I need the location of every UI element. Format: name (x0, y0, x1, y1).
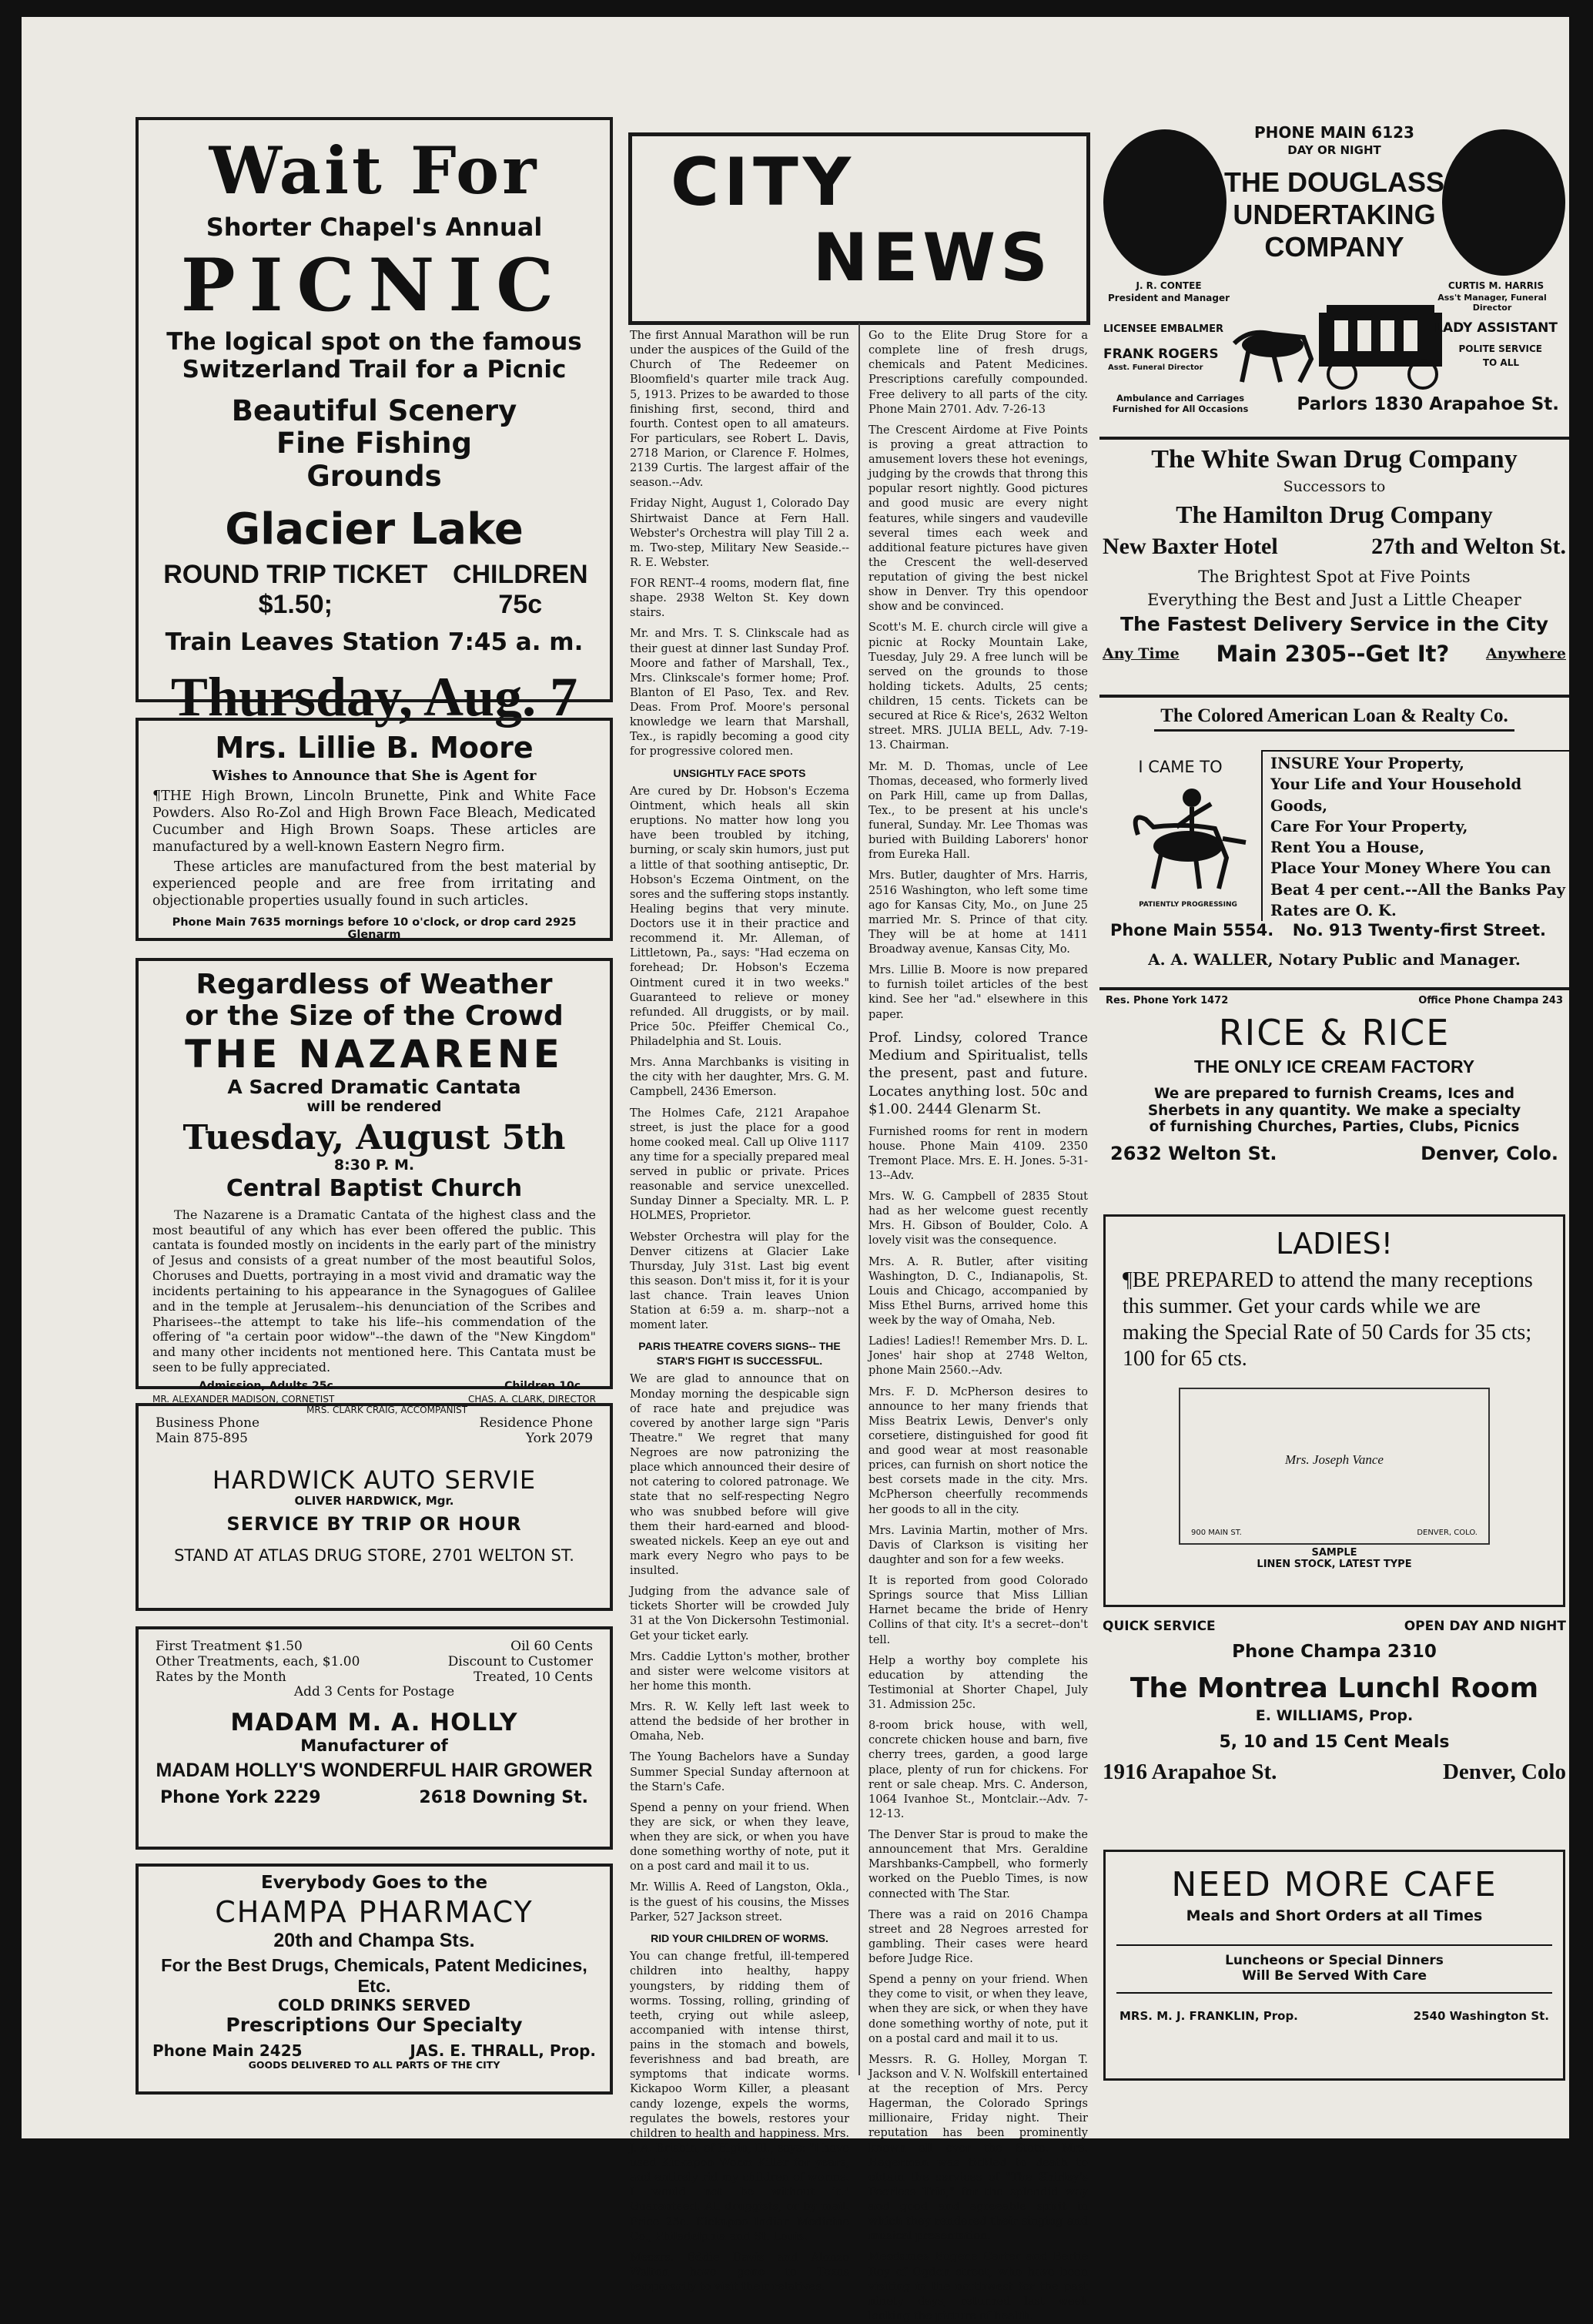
news-text: It is reported from good Colorado Springs source that Miss Lillian Harnet became the bride of Henry Collins of that city. It's a secret--don't tell. (868, 1575, 1088, 1646)
rice-res-phone: Res. Phone York 1472 (1106, 995, 1229, 1006)
open-day-night: OPEN DAY AND NIGHT (1404, 1619, 1566, 1634)
moore-subtitle: Wishes to Announce that She is Agent for (212, 767, 537, 784)
news-item (868, 621, 1088, 753)
news-text: Mesdames Eugene Carter and Bertie Roy of Ogden street, who have been visiting in the northwest for the past ninety days, returned last week looking the picture of health. (868, 2251, 1088, 2322)
whiteswan-location-row (1099, 534, 1569, 560)
moore-phone: Phone Main 7635 mornings before 10 o'clock, or drop card 2925 Glenarm (172, 916, 577, 942)
montrea-meals: 5, 10 and 15 Cent Meals (1219, 1732, 1450, 1752)
nazarene-ad (136, 958, 613, 1415)
news-text: The Denver Star is proud to make the announcement that Mrs. Geraldine Marshbanks-Campbell, who formerly worked on the Pueblo Times, is now connected with The Star. (868, 1829, 1088, 1900)
rice-body-1: We are prepared to furnish Creams, Ices and (1153, 1086, 1515, 1103)
ladies-body: ¶BE PREPARED to attend the many receptions this summer. Get your cards while we are making the Special Rate of 50 Cards for 35 cts; 100 for 65 cts. (1123, 1267, 1533, 1371)
admission-adults: Admission, Adults 25c (199, 1379, 333, 1392)
needmore-line-1: Luncheons or Special Dinners (1225, 1953, 1444, 1969)
news-text: Mr. Willis A. Reed of Langston, Okla., is the guest of his cousins, the Misses Parker, 527 Jackson street. (630, 1881, 849, 1924)
news-text: Mrs. W. G. Campbell of 2835 Stout had as her welcome guest recently Mrs. H. Gibson of Boulder, Colo. A lovely visit was the consequence. (868, 1190, 1088, 1247)
champa-phone: Phone Main 2425 (152, 2041, 303, 2060)
hardwick-ad (136, 1403, 613, 1611)
ticket-row (139, 555, 610, 620)
news-item (868, 1908, 1088, 1967)
news-item (630, 1107, 849, 1224)
news-text: Ladies! Ladies!! Remember Mrs. D. L. Jones' hair shop at 2748 Welton, phone Main 2560.--Adv. (868, 1335, 1088, 1378)
loan-phone: Phone Main 5554. (1110, 921, 1274, 939)
montrea-phone: Phone Champa 2310 (1232, 1642, 1437, 1662)
news-item (630, 2251, 849, 2295)
news-item (630, 1801, 849, 1875)
news-text: Friday Night, August 1, Colorado Day Shirtwaist Dance at Fern Hall. Webster's Orchestra will play Till 2 a. m. Two-step, Military New Seaside.--R. E. Webster. (630, 497, 849, 569)
rice-body-3: of furnishing Churches, Parties, Clubs, Picnics (1149, 1118, 1520, 1135)
news-text: Spend a penny on your friend. When they are sick, or when they leave, when they are sick, or when you have done something worthy of note, put it on a post card and mail it to us. (630, 1801, 849, 1874)
news-item (868, 869, 1088, 957)
frank-title: Asst. Funeral Director (1108, 363, 1203, 372)
oil-price: Oil 60 Cents (510, 1639, 593, 1654)
ladies-ad (1103, 1214, 1565, 1607)
news-item (630, 1880, 849, 1924)
nazarene-place: Central Baptist Church (226, 1175, 523, 1203)
business-phone-label: Business Phone (156, 1415, 260, 1431)
linen-stock: LINEN STOCK, LATEST TYPE (1257, 1559, 1412, 1571)
shorter-chapel-line: Shorter Chapel's Annual (206, 212, 543, 242)
cantata-subtitle: A Sacred Dramatic Cantata (227, 1076, 521, 1099)
residence-phone-label: Residence Phone (479, 1415, 593, 1431)
douglass-ad (1103, 119, 1565, 434)
champa-address: 20th and Champa Sts. (273, 1930, 475, 1952)
holly-rates-row-2 (156, 1654, 593, 1669)
fastest-delivery: The Fastest Delivery Service in the City (1119, 613, 1549, 636)
needmore-prop: MRS. M. J. FRANKLIN, Prop. (1119, 2008, 1298, 2023)
news-item (630, 1339, 849, 1579)
holly-rates-row-1 (156, 1639, 593, 1654)
whiteswan-phone-row (1099, 641, 1569, 667)
news-text: Furnished rooms for rent in modern house. Phone Main 4109. 2350 Tremont Place. Mrs. E. H. Jones. 5-31-13--Adv. (868, 1125, 1088, 1182)
logical-spot-line: The logical spot on the famous (166, 328, 582, 357)
news-column-divider (858, 323, 860, 2075)
patiently-progressing: PATIENTLY PROGRESSING (1139, 901, 1237, 909)
donkey-rider-illustration (1123, 781, 1253, 896)
news-item (630, 1231, 849, 1334)
loan-insure: INSURE Your Property, (1270, 755, 1464, 772)
wait-for-heading: Wait For (209, 132, 540, 209)
whiteswan-address: 27th and Welton St. (1371, 533, 1566, 559)
montrea-city: Denver, Colo (1442, 1759, 1566, 1784)
credit-cornetist: MR. ALEXANDER MADISON, CORNETIST (152, 1393, 335, 1405)
nazarene-time: 8:30 P. M. (333, 1157, 415, 1174)
news-column-right (868, 329, 1088, 2322)
credit-accompanist: MRS. CLARK CRAIG, ACCOMPANIST (306, 1404, 468, 1415)
news-headline: RID YOUR CHILDREN OF WORMS. (651, 1931, 828, 1944)
news-text: Mrs. Anna Marchbanks is visiting in the city with her daughter, Mrs. G. M. Campbell, 2436 Emerson. (630, 1057, 849, 1099)
news-item (868, 963, 1088, 1023)
montrea-prop: E. WILLIAMS, Prop. (1255, 1706, 1414, 1724)
rice-title: RICE & RICE (1218, 1012, 1451, 1053)
whiteswan-phone: Main 2305--Get It? (1216, 640, 1450, 667)
first-treatment: First Treatment $1.50 (156, 1639, 303, 1654)
train-time: Train Leaves Station 7:45 a. m. (165, 628, 584, 656)
loan-rates: Rates are O. K. (1270, 902, 1397, 920)
business-phone-number: Main 875-895 (156, 1431, 248, 1446)
news-text: Mrs. A. R. Butler, after visiting Washington, D. C., Indianapolis, St. Louis and Chicago, accompanied by Miss Ethel Burns, arrived home this week by the way of Omaha, Neb. (868, 1255, 1088, 1328)
news-text: Mrs. Butler, daughter of Mrs. Harris, 2516 Washington, who left some time ago for Kansas City, Mo., on June 25 married Mr. S. Prince of that city. They will be at home at 1411 Broadway avenue, Kansas City, Mo. (868, 869, 1088, 956)
news-item (868, 1190, 1088, 1249)
news-text: Mrs. Lavinia Martin, mother of Mrs. Davis of Clarkson is visiting her daughter and son for a few weeks. (868, 1524, 1088, 1566)
needmore-title: NEED MORE CAFE (1171, 1865, 1498, 1904)
picnic-heading: PICNIC (180, 243, 568, 329)
news-column-left (630, 329, 850, 2293)
montrea-top-row (1099, 1619, 1569, 1634)
douglass-phone: PHONE MAIN 6123 (1254, 123, 1414, 142)
news-text: Are cured by Dr. Hobson's Eczema Ointment, which heals all skin eruptions. No matter how long you have been troubled by itching, burning, or scaly skin humors, just put a little of that soothing antiseptic, Dr. Hobson's Eczema Ointment, on the sores and the suffering stops instantly. Healing begins that very minute. Doctors use it in their practice and recommend it. Mr. Alleman, of Littletown, Pa., says: "Had eczema on forehead; Dr. Hobson's Eczema Ointment cured it in two weeks." Guaranteed to relieve or money refunded. All druggists, or by mail. Price 50c. Pfeiffer Chemical Co., Philadelphia and St. Louis. (630, 785, 850, 1049)
rates-by-month: Rates by the Month (156, 1669, 286, 1685)
holly-manufacturer: Manufacturer of (300, 1736, 448, 1756)
champa-contact (152, 2041, 596, 2060)
picnic-ad (136, 117, 613, 728)
loan-title: The Colored American Loan & Realty Co. (1154, 704, 1514, 732)
news-item (868, 760, 1088, 863)
other-treatments: Other Treatments, each, $1.00 (156, 1654, 360, 1669)
news-item (868, 1973, 1088, 2047)
rice-subtitle: THE ONLY ICE CREAM FACTORY (1193, 1056, 1475, 1077)
needmore-footer (1116, 2009, 1552, 2023)
loan-beat-percent: Beat 4 per cent.--All the Banks Pay (1270, 880, 1566, 899)
divider-2 (1099, 695, 1569, 698)
loan-care: Care For Your Property, (1270, 817, 1468, 836)
children-price: CHILDREN 75c (452, 559, 588, 619)
divider-3 (1099, 987, 1569, 990)
loan-address: No. 913 Twenty-first Street. (1292, 921, 1546, 939)
moore-ad (136, 718, 613, 941)
sample-label: SAMPLE (1311, 1547, 1357, 1559)
news-text: Mrs. Lillie B. Moore is now prepared to furnish toilet articles of the best kind. See her "ad." elsewhere in this paper. (868, 964, 1088, 1021)
news-text: The Young Bachelors have a Sunday Summer Special Sunday afternoon at the Starn's Cafe. (630, 1751, 849, 1793)
news-text: You can change fretful, ill-tempered children into healthy, happy youngsters, by ridding them of worms. Tossing, rolling, grinding of teeth, crying out while asleep, accompanied with intense thirst, pains in the stomach and bowels, feverishness and bad breath, are symptoms that indicate worms. Kickapoo Worm Killer, a pleasant candy lozenge, expels the worms, regulates the bowels, restores your children to health and happiness. Mrs. J. A. Brisbin, of Elgin, Ill., says: "I have used Kickapoo Worm Killer for years, and entirely rid my children of worms. I would not be without it." Guaranteed. All druggists, or by mail. Price 25c. Kickapoo Indian Medicine Co., Philadelphia and St. Louis. (630, 1951, 849, 2243)
news-item (630, 1750, 849, 1794)
news-text: The first Annual Marathon will be run under the auspices of the Guild of the Church of The Redeemer on Bloomfield's quarter mile track Aug. 5, 1913. Prizes to be awarded to those finishing first, second, third and fourth. Contest open to all amateurs. For particulars, see Robert L. Davis, 2718 Marion, or Clarence F. Holmes, 2139 Curtis. The largest affair of the season.--Adv. (630, 330, 849, 490)
holly-rates-row-3 (156, 1669, 593, 1685)
news-item (868, 424, 1088, 615)
beautiful-scenery: Beautiful Scenery (231, 393, 517, 427)
anywhere: Anywhere (1486, 645, 1566, 662)
card-address: 900 MAIN ST. (1191, 1529, 1242, 1538)
prescriptions: Prescriptions Our Specialty (226, 2013, 523, 2036)
portrait-left (1103, 129, 1227, 276)
news-text: Prof. Lindsy, colored Trance Medium and Spiritualist, tells the present, past and future. Locates anything lost. 50c and $1.00. 2444 Glenarm St. (868, 1029, 1088, 1118)
news-item (630, 577, 849, 621)
everything-best: Everything the Best and Just a Little Cheaper (1147, 590, 1521, 609)
city-title: CITY (671, 144, 856, 221)
loan-waller: A. A. WALLER, Notary Public and Manager. (1148, 950, 1521, 969)
douglass-title-3: COMPANY (1264, 231, 1404, 263)
loan-rent: Rent You a House, (1270, 839, 1424, 857)
news-text: Mr. and Mrs. T. S. Clinkscale had as their guest at dinner last Sunday Prof. Moore and father of Marshall, Tex., Mrs. Clinkscale's former home; Prof. Blanton of El Paso, Tex. and Rev. Deas. From Prof. Moore's personal knowledge we learn that Marshall, Tex., is rapidly becoming a good city for progressive colored men. (630, 628, 849, 758)
montrea-address-row (1099, 1760, 1569, 1785)
ladies-title: LADIES! (1276, 1227, 1393, 1261)
douglass-day-night: DAY OR NIGHT (1287, 143, 1381, 157)
any-time: Any Time (1103, 645, 1180, 662)
holly-product: MADAM HOLLY'S WONDERFUL HAIR GROWER (156, 1760, 593, 1782)
contee-name: J. R. CONTEE (1136, 280, 1202, 291)
brightest-spot: The Brightest Spot at Five Points (1198, 567, 1471, 586)
needmore-subtitle: Meals and Short Orders at all Times (1186, 1907, 1483, 1924)
moore-name: Mrs. Lillie B. Moore (215, 731, 534, 765)
news-text: Webster Orchestra will play for the Denver citizens at Glacier Lake Thursday, July 31st. Last big event this season. Don't miss it, for it is your last chance. Train leaves Union Station at 6:59 a. m. sharp--not a moment later. (630, 1231, 849, 1332)
whiteswan-ad (1099, 444, 1569, 695)
needmore-rule-2 (1116, 1992, 1552, 1994)
hardwick-title: HARDWICK AUTO SERVIE (212, 1465, 537, 1495)
news-text: Messrs. Eddie Davis and Alonzo Walton have gone to Texas temporarily to visit their relatives. (630, 2251, 849, 2293)
news-text: Judging from the advance sale of tickets Shorter will be crowded July 31 at the Von Dickersohn Testimonial. Get your ticket early. (630, 1586, 849, 1643)
city-news-banner (628, 132, 1090, 325)
news-text: Help a worthy boy complete his education by attending the Testimonial at Shorter Chapel, July 31. Admission 25c. (868, 1654, 1088, 1712)
card-name: Mrs. Joseph Vance (1285, 1452, 1384, 1468)
polite-service: POLITE SERVICE (1458, 343, 1542, 354)
news-item (868, 1255, 1088, 1329)
portrait-right (1442, 129, 1565, 276)
fine-fishing: Fine Fishing (276, 427, 473, 460)
news-text: There was a raid on 2016 Champa street and 28 Negroes arrested for gambling. Their cases were heard before Judge Rice. (868, 1908, 1088, 1966)
nazarene-body: The Nazarene is a Dramatic Cantata of the highest class and the most beautiful of any which has ever been offered the public. This cantata is founded mostly on incidents in the early part of the ministry of Jesus and consists of a great number of the most beautiful Solos, Choruses and Duetts, portraying in a most vivid and dramatic way the incidents pertaining to his appearance in the Synagogues of Galilee and in the temple at Jerusalem--his denunciation of the Scribes and Pharisees--the attempt to take his life--his commendation of the offering of "a certain poor widow"--the dawn of the "New Kingdom" and many other incidents not mentioned here. This Cantata must be seen to be fully appreciated. (152, 1207, 596, 1375)
will-be-rendered: will be rendered (306, 1098, 442, 1116)
switzerland-trail-line: Switzerland Trail for a Picnic (182, 356, 567, 384)
whiteswan-title: The White Swan Drug Company (1151, 445, 1518, 474)
harris-title: Ass't Manager, Funeral Director (1437, 293, 1547, 313)
divider-1 (1099, 437, 1569, 440)
news-headline: PARIS THEATRE COVERS SIGNS-- THE STAR'S FIGHT IS SUCCESSFUL. (638, 1340, 841, 1367)
loan-place-money: Place Your Money Where You can (1270, 859, 1551, 878)
montrea-title: The Montrea Lunchl Room (1129, 1673, 1539, 1705)
news-text: FOR RENT--4 rooms, modern flat, fine shape. 2938 Welton St. Key down stairs. (630, 578, 849, 620)
douglass-title-1: THE DOUGLASS (1223, 166, 1444, 198)
news-headline: UNSIGHTLY FACE SPOTS (673, 766, 806, 779)
hamilton-name: The Hamilton Drug Company (1176, 500, 1493, 528)
news-item (630, 1700, 849, 1744)
ambulance-line-2: Furnished for All Occasions (1112, 404, 1249, 414)
credit-director: CHAS. A. CLARK, DIRECTOR (467, 1393, 596, 1405)
news-text: The Crescent Airdome at Five Points is proving a great attraction to amusement lovers these hot evenings, judging by the crowds that throng this popular resort nightly. Good pictures and good music are every night features, while singers and vaudeville several times each week and additional feature pictures have given the Crescent the well-deserved reputation of giving the best nickel show in Denver. Try this opendoor show and be convinced. (868, 424, 1088, 614)
admission-children: Children 10c (504, 1379, 581, 1392)
news-item (868, 2053, 1088, 2245)
champa-prop: JAS. E. THRALL, Prop. (410, 2041, 596, 2060)
residence-phone-number: York 2079 (525, 1431, 593, 1446)
news-item (868, 1125, 1088, 1184)
round-trip-ticket: ROUND TRIP TICKET $1.50; (163, 559, 428, 619)
news-item (630, 627, 849, 759)
news-title: NEWS (812, 219, 1053, 296)
loan-ad (1099, 704, 1569, 1004)
hardwick-stand: STAND AT ATLAS DRUG STORE, 2701 WELTON ST. (174, 1545, 574, 1565)
news-text: Mr. M. D. Thomas, uncle of Lee Thomas, deceased, who formerly lived on Park Hill, came up from Dallas, Tex., to be present at his uncle's funeral, Sunday. Mr. Lee Thomas was buried with Building Laborers' honor from Eureka Hall. (868, 760, 1088, 862)
needmore-ad (1103, 1850, 1565, 2081)
holly-contact (156, 1788, 593, 1807)
loan-services (1261, 750, 1571, 921)
nazarene-date: Tuesday, August 5th (182, 1117, 566, 1157)
champa-footer: GOODS DELIVERED TO ALL PARTS OF THE CITY (248, 2058, 500, 2071)
news-item (630, 1931, 849, 2245)
holly-address: 2618 Downing St. (419, 1788, 588, 1808)
nazarene-title: THE NAZARENE (185, 1031, 564, 1077)
discount: Discount to Customer (447, 1654, 593, 1669)
news-item (868, 1828, 1088, 1902)
quick-service: QUICK SERVICE (1103, 1619, 1216, 1634)
news-item (868, 1385, 1088, 1518)
harris-name: CURTIS M. HARRIS (1447, 280, 1544, 291)
frank-rogers: FRANK ROGERS (1103, 347, 1219, 362)
best-drugs-line: For the Best Drugs, Chemicals, Patent Medicines, Etc. (161, 1954, 587, 1996)
rice-city: Denver, Colo. (1421, 1143, 1558, 1165)
douglass-title-2: UNDERTAKING (1233, 199, 1436, 230)
news-text: Mrs. R. W. Kelly left last week to attend the bedside of her brother in Omaha, Neb. (630, 1701, 849, 1743)
successors-to: Successors to (1283, 478, 1386, 496)
champa-ad (136, 1864, 613, 2095)
rice-phones (1099, 995, 1569, 1006)
size-of-crowd-line: or the Size of the Crowd (185, 1000, 564, 1033)
news-text: Spend a penny on your friend. When they come to visit, or when they leave, when they are sick, or when they have done something worthy of note, put it on a postal card and mail it to us. (868, 1974, 1088, 2045)
champa-name: CHAMPA PHARMACY (215, 1895, 534, 1930)
holly-ad (136, 1626, 613, 1850)
news-item (630, 1056, 849, 1100)
rice-office-phone: Office Phone Champa 243 (1418, 995, 1563, 1006)
news-item (630, 766, 849, 1050)
moore-body-2: These articles are manufactured from the best material by experienced people and are free from irritating and objectionable properties usually found in such articles. (152, 859, 596, 909)
holly-name: MADAM M. A. HOLLY (230, 1708, 518, 1736)
rice-address-row (1099, 1143, 1569, 1164)
grounds: Grounds (306, 459, 442, 493)
cold-drinks: COLD DRINKS SERVED (277, 1995, 471, 2014)
news-text: The Holmes Cafe, 2121 Arapahoe street, is just the place for a good home cooked meal. Call up Olive 1117 any time for a specially prepared meal served in public or private. Prices reasonable and service unexcelled. Sunday Dinner a Specialty. MR. L. P. HOLMES, Proprietor. (630, 1107, 849, 1223)
montrea-address: 1916 Arapahoe St. (1103, 1759, 1277, 1784)
treated-price: Treated, 10 Cents (474, 1669, 593, 1685)
i-came-to: I CAME TO (1138, 758, 1223, 776)
hearse-carriage-illustration (1227, 297, 1450, 390)
news-item (868, 329, 1088, 417)
douglass-parlors: Parlors 1830 Arapahoe St. (1297, 394, 1559, 414)
news-text: 8-room brick house, with well, concrete chicken house and barn, five cherry trees, garden, a good large place, plenty of run for chickens. For rent or sale cheap. Mrs. C. Anderson, 1064 Ivanhoe St., Montclair.--Adv. 7-12-13. (868, 1720, 1088, 1820)
news-item (868, 1334, 1088, 1378)
moore-body-1: ¶THE High Brown, Lincoln Brunette, Pink and White Face Powders. Also Ro-Zol and High Brown Face Bleach, Medicated Cucumber and High Brown Soaps. These articles are manufactured by a well-known Eastern Negro firm. (152, 789, 596, 855)
news-item (868, 1574, 1088, 1648)
montrea-ad (1099, 1619, 1569, 1819)
picnic-date: Thursday, Aug. 7 (170, 666, 578, 728)
news-item (630, 1650, 849, 1694)
phone-numbers (156, 1431, 593, 1446)
rice-ad (1099, 995, 1569, 1199)
news-item (868, 1719, 1088, 1822)
hardwick-service: SERVICE BY TRIP OR HOUR (226, 1513, 522, 1535)
news-text: Messrs. R. G. Holley, Morgan T. Jackson and V. N. Wolfskill entertained at the reception of Mrs. Percy Hagerman, the Colorado Springs millionaire, Friday night. Their reputation has been prominently known all over the State. Mrs. Hagerman was tickled to death to obtain the services of "The Shirley's Peerless Trio," for the splendid way and good and agreeable spirit in which they rendered their singing and musical presentation. (868, 2053, 1088, 2243)
phone-labels (156, 1415, 593, 1431)
news-text: We are glad to announce that on Monday morning the despicable sign of race hate and prejudice was covered by another large sign "Paris Theatre." We regret that many Negroes are now patronizing the place which announced their desire of not catering to colored patronage. We state that no self-respecting Negro who was snubbed before will give them their hard-earned and blood-sweated nickels. Keep an eye out and mark every Negro who pays to be insulted. (630, 1373, 849, 1578)
rice-body-2: Sherbets in any quantity. We make a specialty (1147, 1102, 1521, 1119)
news-text: Go to the Elite Drug Store for a complete line of fresh drugs, chemicals and Patent Medicines. Prescriptions carefully compounded. Free delivery to all parts of the city. Phone Main 2701. Adv. 7-26-13 (868, 330, 1088, 416)
loan-life: Your Life and Your Household Goods, (1270, 775, 1522, 815)
contee-title: President and Manager (1107, 293, 1230, 303)
licensed-embalmer: LICENSEE EMBALMER (1103, 323, 1223, 335)
news-item (868, 1029, 1088, 1119)
news-item (630, 1585, 849, 1644)
glacier-lake-heading: Glacier Lake (225, 504, 524, 555)
needmore-rule (1116, 1944, 1552, 1946)
needmore-line-2: Will Be Served With Care (1241, 1967, 1427, 1984)
newspaper-page (22, 17, 1569, 2322)
holly-phone: Phone York 2229 (160, 1788, 321, 1808)
news-item (630, 497, 849, 571)
card-city: DENVER, COLO. (1417, 1529, 1478, 1538)
to-all: TO ALL (1482, 357, 1519, 368)
rice-address: 2632 Welton St. (1110, 1143, 1277, 1165)
sample-card (1179, 1388, 1490, 1545)
postage: Add 3 Cents for Postage (293, 1684, 455, 1699)
news-text: Scott's M. E. church circle will give a picnic at Rocky Mountain Lake, Tuesday, July 29. A free lunch will be served on the grounds to those holding tickets. Adults, 25 cents; children, 15 cents. Tickets can be secured at Rice & Rice's, 2632 Welton street. MRS. JULIA BELL, Adv. 7-19-13. Chairman. (868, 621, 1088, 752)
news-item (868, 2250, 1088, 2324)
news-text: Mrs. F. D. McPherson desires to announce to her many friends that Miss Beatrix Lewis, Denver's only corsetiere, distinguished for good fit and good wear at most reasonable prices, can furnish on short notice the best corsets made in the city. Mrs. McPherson cheerfully recommends her goods to all in the city. (868, 1385, 1088, 1516)
news-item (868, 1654, 1088, 1713)
news-text: Mrs. Caddie Lytton's mother, brother and sister were welcome visitors at her home this month. (630, 1650, 849, 1693)
new-baxter-hotel: New Baxter Hotel (1103, 533, 1278, 559)
lady-assistant: LADY ASSISTANT (1434, 320, 1558, 336)
ambulance-line-1: Ambulance and Carriages (1116, 393, 1245, 404)
hardwick-manager: OLIVER HARDWICK, Mgr. (294, 1493, 454, 1508)
news-item (630, 329, 849, 491)
needmore-address: 2540 Washington St. (1413, 2008, 1549, 2023)
everybody-goes: Everybody Goes to the (260, 1873, 488, 1893)
regardless-line: Regardless of Weather (196, 969, 553, 1000)
news-item (868, 1524, 1088, 1568)
